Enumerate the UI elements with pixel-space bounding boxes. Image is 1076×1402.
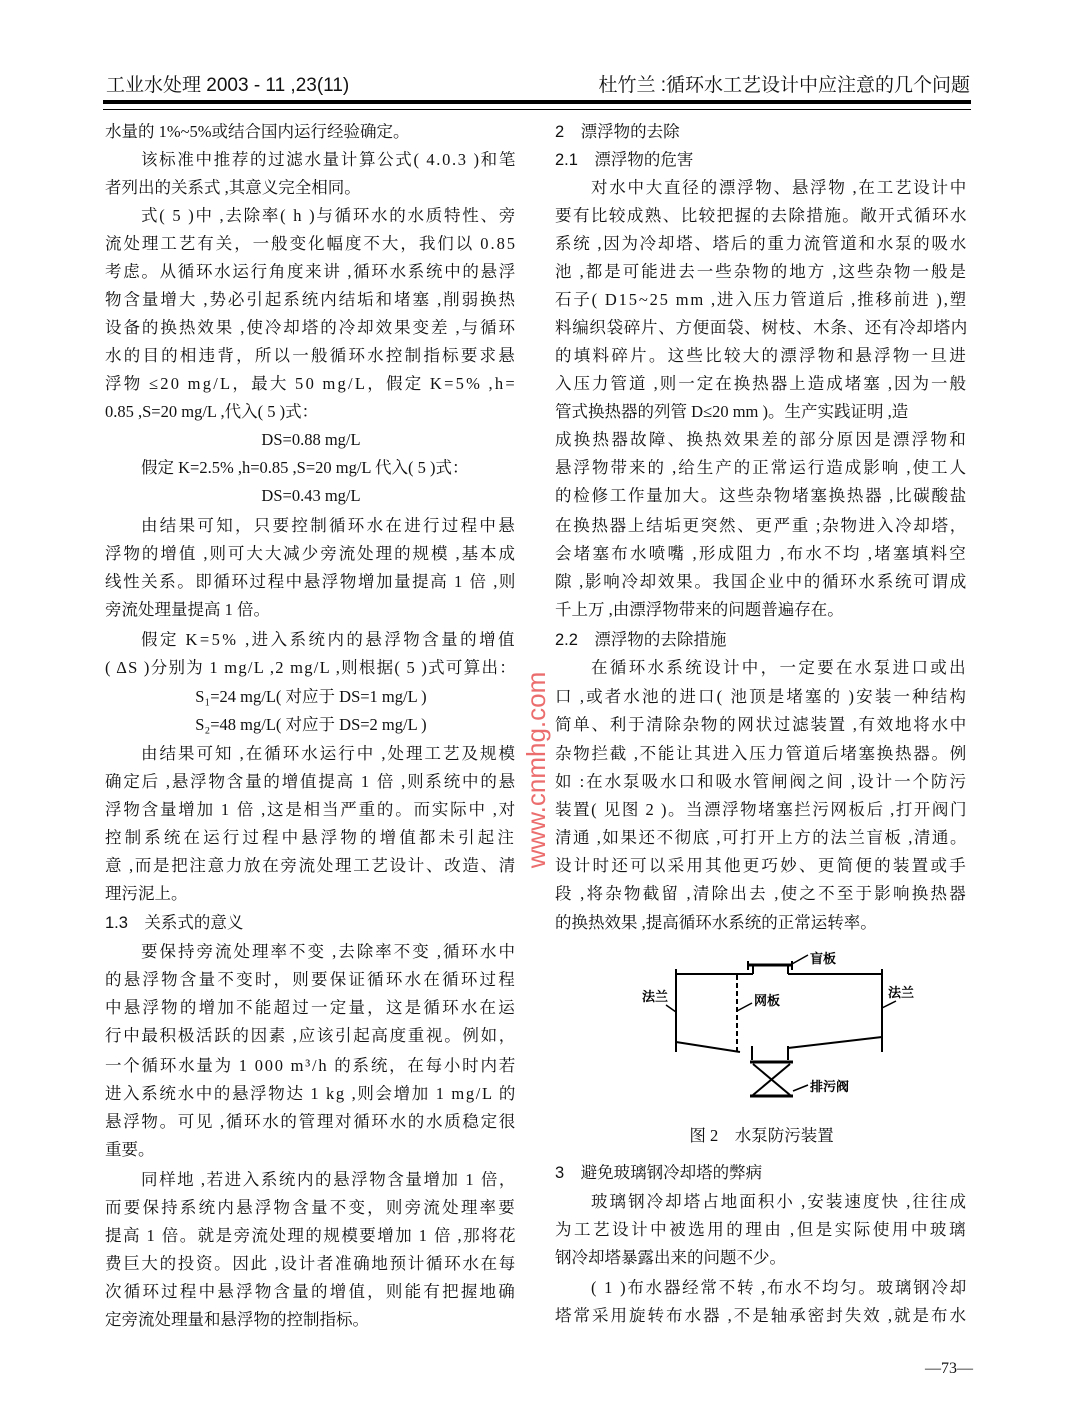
- text-line: 石子( D15~25 mm ,进入压力管道后 ,推移前进 ),塑: [555, 290, 968, 309]
- text-line: 定旁流处理量和悬浮物的控制指标。: [105, 1310, 369, 1329]
- text-line: 费巨大的投资。因此 ,设计者准确地预计循环水在每: [105, 1254, 517, 1273]
- centered-line: DS=0.43 mg/L: [261, 486, 361, 505]
- text-line: 悬浮物带来的 ,给生产的正常运行造成影响 ,使工人: [555, 458, 968, 477]
- text-line: 确定后 ,悬浮物含量的增值提高 1 倍 ,则系统中的悬: [105, 772, 517, 791]
- centered-line: S₂=48 mg/L( 对应于 DS=2 mg/L ): [195, 715, 427, 734]
- text-line: 的换热效果 ,提高循环水系统的正常运转率。: [555, 913, 877, 932]
- page-number: —73—: [925, 1360, 973, 1377]
- text-line: 次循环过程中悬浮物含量的增值，则能有把握地确: [105, 1282, 517, 1301]
- text-line: 玻璃钢冷却塔占地面积小 ,安装速度快 ,往往成: [591, 1192, 968, 1211]
- text-line: 设计时还可以采用其他更巧妙、更简便的装置或手: [555, 856, 968, 875]
- text-line: 水量的 1%~5%或结合国内运行经验确定。: [105, 122, 410, 141]
- text-line: 同样地 ,若进入系统内的悬浮物含量增加 1 倍，: [141, 1170, 517, 1189]
- text-line: 控制系统在运行过程中悬浮物的增值都未引起注: [105, 828, 517, 847]
- text-line: 的悬浮物含量不变时，则要保证循环水在循环过程: [105, 970, 517, 989]
- text-line: 旁流处理量提高 1 倍。: [105, 600, 270, 619]
- text-line: 设备的换热效果 ,使冷却塔的冷却效果变差 ,与循环: [105, 318, 517, 337]
- text-line: 线性关系。即循环过程中悬浮物增加量提高 1 倍 ,则: [105, 572, 517, 591]
- text-line: 浮物 ≤20 mg/L，最大 50 mg/L，假定 K=5% ,h=: [105, 374, 517, 393]
- text-line: 池 ,都是可能进去一些杂物的地方 ,这些杂物一般是: [555, 262, 968, 281]
- text-line: 一个循环水量为 1 000 m³/h 的系统，在每小时内若: [105, 1056, 517, 1075]
- article-header: 杜竹兰 :循环水工艺设计中应注意的几个问题: [598, 75, 970, 96]
- text-line: 的检修工作量加大。这些杂物堵塞换热器 ,比碳酸盐: [555, 486, 968, 505]
- text-line: 式( 5 )中 ,去除率( h )与循环水的水质特性、旁: [141, 206, 517, 225]
- text-line: 会堵塞布水喷嘴 ,形成阻力 ,布水不均 ,堵塞填料空: [555, 544, 968, 563]
- text-line: 浮物的增值 ,则可大大减少旁流处理的规模 ,基本成: [105, 544, 517, 563]
- text-line: 0.85 ,S=20 mg/L ,代入( 5 )式：: [105, 402, 319, 421]
- text-line: 行中最积极活跃的因素 ,应该引起高度重视。例如，: [105, 1026, 517, 1045]
- text-line: 物含量增大 ,势必引起系统内结垢和堵塞 ,削弱换热: [105, 290, 517, 309]
- journal-header: 工业水处理 2003 - 11 ,23(11): [106, 75, 350, 96]
- text-line: 料编织袋碎片、方便面袋、树枝、木条、还有冷却塔内: [555, 318, 968, 337]
- text-line: 流处理工艺有关，一般变化幅度不大，我们以 0.85: [105, 234, 517, 253]
- text-line: 入压力管道 ,则一定在换热器上造成堵塞 ,因为一般: [555, 374, 968, 393]
- text-line: 钢冷却塔暴露出来的问题不少。: [555, 1248, 786, 1267]
- text-line: 意 ,而是把注意力放在旁流处理工艺设计、改造、清: [105, 856, 517, 875]
- text-line: 简单、利于清除杂物的网状过滤装置 ,有效地将水中: [555, 715, 968, 734]
- text-line: 而要保持系统内悬浮物含量不变，则旁流处理率要: [105, 1198, 517, 1217]
- text-line: 千上万 ,由漂浮物带来的问题普遍存在。: [555, 600, 844, 619]
- label-drain-valve: 排污阀: [810, 1079, 850, 1094]
- header-rule-thin: [103, 109, 971, 110]
- text-line: 口 ,或者水池的进口( 池顶是堵塞的 )安装一种结构: [555, 687, 968, 706]
- text-line: 装置( 见图 2 )。当漂浮物堵塞拦污网板后 ,打开阀门: [555, 800, 968, 819]
- text-line: 清通 ,如果还不彻底 ,可打开上方的法兰盲板 ,清通。: [555, 828, 968, 847]
- text-line: 中悬浮物的增加不能超过一定量，这是循环水在运: [105, 998, 517, 1017]
- text-line: 假定 K=2.5% ,h=0.85 ,S=20 mg/L 代入( 5 )式：: [141, 458, 469, 477]
- text-line: 考虑。从循环水运行角度来讲 ,循环水系统中的悬浮: [105, 262, 517, 281]
- section-heading: 2.2 漂浮物的去除措施: [555, 631, 727, 649]
- label-flange-left: 法兰: [642, 989, 669, 1004]
- centered-line: S₁=24 mg/L( 对应于 DS=1 mg/L ): [195, 687, 427, 706]
- text-line: 水的目的相违背，所以一般循环水控制指标要求悬: [105, 346, 517, 365]
- text-line: 管式换热器的列管 D≤20 mm )。生产实践证明 ,造: [555, 402, 909, 421]
- centered-line: 图 2 水泵防污装置: [689, 1126, 834, 1145]
- section-heading: 2.1 漂浮物的危害: [555, 151, 694, 169]
- text-line: 塔常采用旋转布水器 ,不是轴承密封失效 ,就是布水: [555, 1306, 968, 1325]
- section-heading: 3 避免玻璃钢冷却塔的弊病: [555, 1164, 763, 1182]
- header-rule-thick: [103, 100, 971, 104]
- section-heading: 2 漂浮物的去除: [555, 123, 680, 141]
- text-line: 重要。: [105, 1140, 155, 1159]
- text-line: 成换热器故障、换热效果差的部分原因是漂浮物和: [555, 430, 968, 449]
- text-line: ( ΔS )分别为 1 mg/L ,2 mg/L ,则根据( 5 )式可算出：: [105, 658, 517, 677]
- text-line: 如 :在水泵吸水口和吸水管闸阀之间 ,设计一个防污: [555, 772, 968, 791]
- text-line: 理污泥上。: [105, 884, 188, 903]
- text-line: 要保持旁流处理率不变 ,去除率不变 ,循环水中: [141, 942, 517, 961]
- text-line: 者列出的关系式 ,其意义完全相同。: [105, 178, 361, 197]
- text-line: 悬浮物。可见 ,循环水的管理对循环水的水质稳定很: [105, 1112, 517, 1131]
- centered-line: DS=0.88 mg/L: [261, 430, 361, 449]
- text-line: 隙 ,影响冷却效果。我国企业中的循环水系统可谓成: [555, 572, 968, 591]
- text-line: 系统 ,因为冷却塔、塔后的重力流管道和水泵的吸水: [555, 234, 968, 253]
- text-line: ( 1 )布水器经常不转 ,布水不均匀。玻璃钢冷却: [591, 1278, 968, 1297]
- figure-2-diagram: [640, 945, 930, 1105]
- text-line: 由结果可知，只要控制循环水在进行过程中悬: [141, 516, 517, 535]
- text-line: 该标准中推荐的过滤水量计算公式( 4.0.3 )和笔: [141, 150, 517, 169]
- label-flange-right: 法兰: [888, 985, 915, 1000]
- text-line: 段 ,将杂物截留 ,清除出去 ,使之不至于影响换热器: [555, 884, 968, 903]
- text-line: 在换热器上结垢更突然、更严重 ;杂物进入冷却塔，: [555, 516, 968, 535]
- section-heading: 1.3 关系式的意义: [105, 914, 244, 932]
- text-line: 对水中大直径的漂浮物、悬浮物 ,在工艺设计中: [591, 178, 968, 197]
- text-line: 为工艺设计中被选用的理由 ,但是实际使用中玻璃: [555, 1220, 968, 1239]
- text-line: 的填料碎片。这些比较大的漂浮物和悬浮物一旦进: [555, 346, 968, 365]
- text-line: 进入系统水中的悬浮物达 1 kg ,则会增加 1 mg/L 的: [105, 1084, 517, 1103]
- text-line: 假定 K=5% ,进入系统内的悬浮物含量的增值: [141, 630, 517, 649]
- text-line: 在循环水系统设计中，一定要在水泵进口或出: [591, 658, 968, 677]
- text-line: 由结果可知 ,在循环水运行中 ,处理工艺及规模: [141, 744, 517, 763]
- text-line: 浮物含量增加 1 倍 ,这是相当严重的。而实际中 ,对: [105, 800, 517, 819]
- label-blind-plate: 盲板: [810, 951, 837, 966]
- watermark: www.cnmhg.com: [521, 671, 551, 869]
- text-line: 提高 1 倍。就是旁流处理的规模要增加 1 倍 ,那将花: [105, 1226, 517, 1245]
- text-line: 要有比较成熟、比较把握的去除措施。敞开式循环水: [555, 206, 968, 225]
- label-screen: 网板: [754, 993, 781, 1008]
- text-line: 杂物拦截 ,不能让其进入压力管道后堵塞换热器。例: [555, 744, 968, 763]
